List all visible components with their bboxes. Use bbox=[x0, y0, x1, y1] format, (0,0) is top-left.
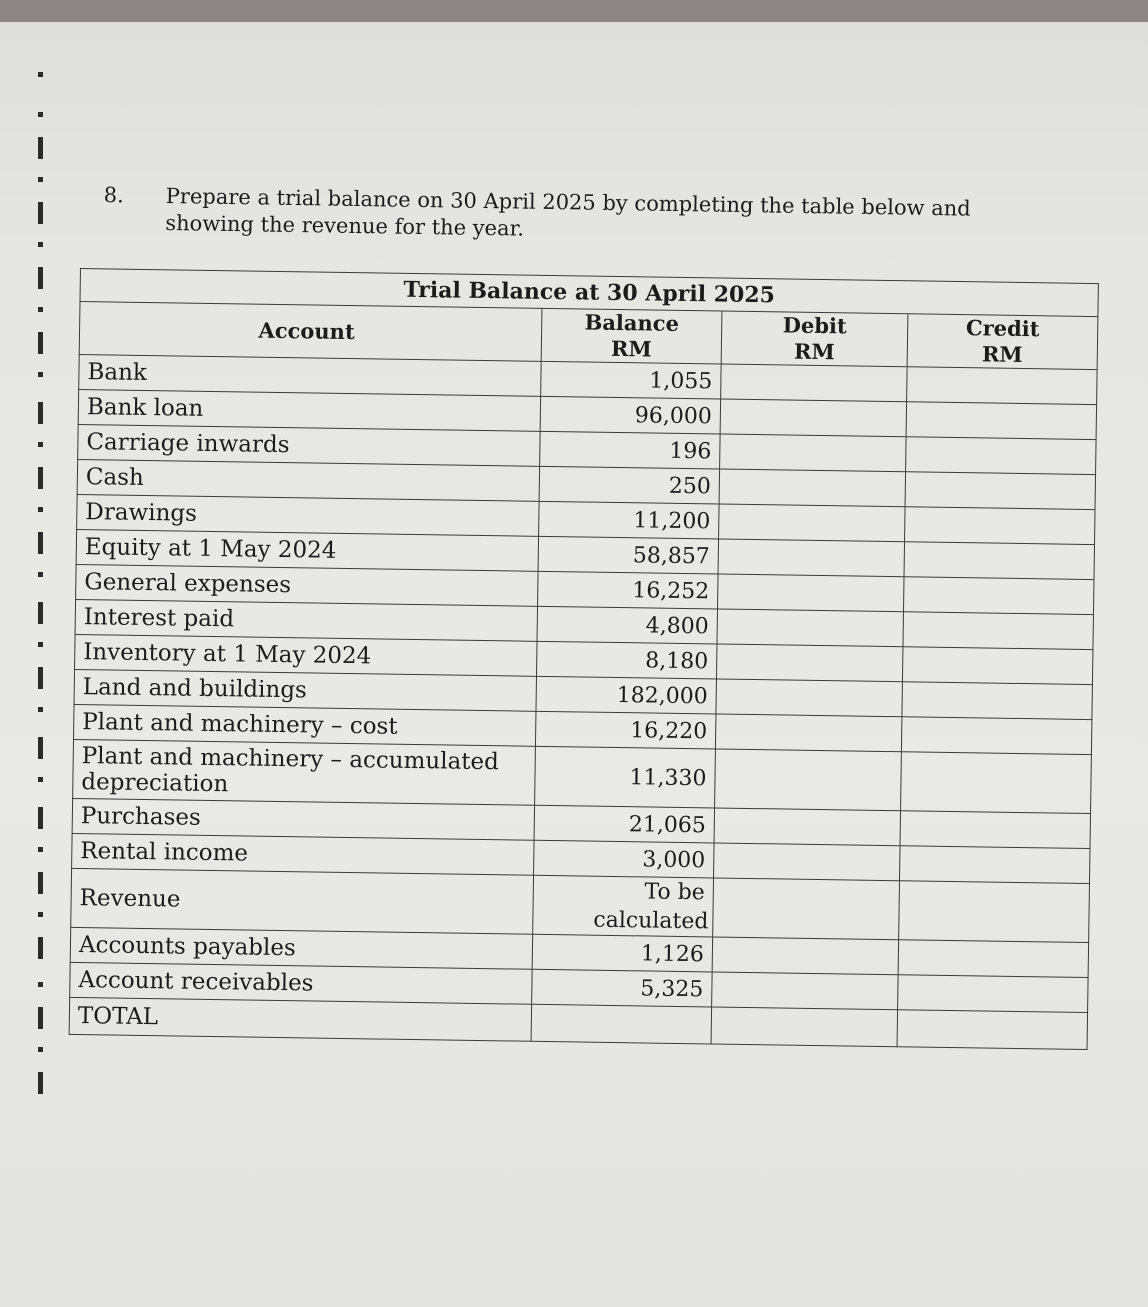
margin-mark bbox=[38, 307, 43, 312]
debit-cell[interactable] bbox=[712, 937, 898, 975]
column-header-credit: Credit RM bbox=[907, 314, 1098, 370]
debit-cell[interactable] bbox=[720, 399, 906, 437]
account-name: Account receivables bbox=[70, 962, 532, 1004]
margin-mark bbox=[38, 1007, 43, 1029]
trial-balance-wrapper bbox=[69, 268, 1099, 1050]
credit-cell[interactable] bbox=[900, 811, 1090, 849]
debit-cell[interactable] bbox=[714, 808, 900, 846]
question-number: 8. bbox=[103, 182, 125, 208]
debit-cell[interactable] bbox=[712, 972, 898, 1010]
margin-mark bbox=[38, 737, 43, 759]
account-name: Revenue bbox=[71, 868, 534, 934]
account-name: Purchases bbox=[72, 798, 534, 840]
debit-cell[interactable] bbox=[717, 609, 903, 647]
account-name: Bank loan bbox=[78, 389, 540, 431]
account-name: Cash bbox=[77, 459, 539, 501]
balance-value: 8,180 bbox=[536, 641, 716, 679]
margin-mark bbox=[38, 777, 43, 782]
margin-mark bbox=[38, 507, 43, 512]
account-name: Rental income bbox=[72, 833, 534, 875]
margin-mark bbox=[38, 137, 43, 159]
account-name: Land and buildings bbox=[74, 669, 536, 711]
balance-value: 21,065 bbox=[534, 805, 714, 843]
debit-cell[interactable] bbox=[716, 679, 902, 717]
debit-cell[interactable] bbox=[716, 644, 902, 682]
total-label: TOTAL bbox=[69, 997, 531, 1041]
credit-cell[interactable] bbox=[901, 752, 1092, 814]
table-title: Trial Balance at 30 April 2025 bbox=[80, 269, 1098, 317]
credit-cell[interactable] bbox=[902, 647, 1092, 685]
account-name: Plant and machinery – accumulated depreciation bbox=[73, 739, 536, 805]
account-name: Drawings bbox=[77, 494, 539, 536]
credit-cell[interactable] bbox=[898, 975, 1088, 1013]
margin-mark bbox=[38, 872, 43, 894]
margin-mark bbox=[38, 467, 43, 489]
margin-mark bbox=[38, 707, 43, 712]
margin-mark bbox=[38, 982, 43, 987]
margin-mark bbox=[38, 202, 43, 224]
margin-mark bbox=[38, 72, 43, 77]
credit-cell[interactable] bbox=[906, 437, 1096, 475]
debit-cell[interactable] bbox=[721, 364, 907, 402]
question-text: Prepare a trial balance on 30 April 2025 by completing the table below and showing the revenue for the year. bbox=[165, 183, 971, 241]
margin-mark bbox=[38, 112, 43, 117]
margin-mark bbox=[38, 937, 43, 959]
margin-mark bbox=[38, 912, 43, 917]
total-balance-cell bbox=[531, 1004, 712, 1044]
debit-cell[interactable] bbox=[718, 539, 904, 577]
margin-mark bbox=[38, 1072, 43, 1094]
debit-cell[interactable] bbox=[713, 878, 900, 940]
balance-value: 96,000 bbox=[540, 396, 720, 434]
credit-cell[interactable] bbox=[898, 940, 1088, 978]
binding-margin-marks bbox=[36, 62, 48, 1122]
credit-cell[interactable] bbox=[901, 717, 1091, 755]
margin-mark bbox=[38, 267, 43, 289]
account-name: Plant and machinery – cost bbox=[74, 704, 536, 746]
margin-mark bbox=[38, 242, 43, 247]
debit-cell[interactable] bbox=[720, 434, 906, 472]
debit-cell[interactable] bbox=[715, 749, 902, 811]
balance-value: 4,800 bbox=[537, 606, 717, 644]
credit-cell[interactable] bbox=[903, 612, 1093, 650]
account-name: Accounts payables bbox=[70, 927, 532, 969]
margin-mark bbox=[38, 667, 43, 689]
credit-cell[interactable] bbox=[906, 402, 1096, 440]
account-name: General expenses bbox=[76, 564, 538, 606]
credit-cell[interactable] bbox=[905, 472, 1095, 510]
balance-value: 11,330 bbox=[535, 746, 716, 808]
balance-value: 16,252 bbox=[538, 571, 718, 609]
account-name: Equity at 1 May 2024 bbox=[76, 529, 538, 571]
total-debit-cell[interactable] bbox=[711, 1007, 898, 1047]
margin-mark bbox=[38, 402, 43, 424]
debit-cell[interactable] bbox=[715, 714, 901, 752]
margin-mark bbox=[38, 442, 43, 447]
balance-value: 1,055 bbox=[541, 361, 721, 399]
balance-value: To be calculated bbox=[533, 875, 714, 937]
debit-cell[interactable] bbox=[719, 504, 905, 542]
credit-cell[interactable] bbox=[900, 846, 1090, 884]
credit-cell[interactable] bbox=[903, 577, 1093, 615]
balance-value: 5,325 bbox=[532, 969, 712, 1007]
margin-mark bbox=[38, 642, 43, 647]
margin-mark bbox=[38, 177, 43, 182]
trial-balance-table bbox=[69, 268, 1099, 1050]
credit-cell[interactable] bbox=[899, 881, 1090, 943]
margin-mark bbox=[38, 807, 43, 829]
balance-value: 58,857 bbox=[538, 536, 718, 574]
balance-value: 1,126 bbox=[532, 934, 712, 972]
balance-value: 182,000 bbox=[536, 676, 716, 714]
debit-cell[interactable] bbox=[714, 843, 900, 881]
account-name: Carriage inwards bbox=[78, 424, 540, 466]
credit-cell[interactable] bbox=[905, 507, 1095, 545]
margin-mark bbox=[38, 572, 43, 577]
credit-cell[interactable] bbox=[904, 542, 1094, 580]
margin-mark bbox=[38, 602, 43, 624]
margin-mark bbox=[38, 332, 43, 354]
total-credit-cell[interactable] bbox=[897, 1010, 1088, 1050]
balance-value: 11,200 bbox=[539, 501, 719, 539]
balance-value: 250 bbox=[539, 466, 719, 504]
margin-mark bbox=[38, 532, 43, 554]
account-name: Inventory at 1 May 2024 bbox=[75, 634, 537, 676]
balance-value: 3,000 bbox=[534, 840, 714, 878]
account-name: Interest paid bbox=[75, 599, 537, 641]
margin-mark bbox=[38, 1047, 43, 1052]
debit-cell[interactable] bbox=[719, 469, 905, 507]
balance-value: 16,220 bbox=[535, 711, 715, 749]
margin-mark bbox=[38, 847, 43, 852]
credit-cell[interactable] bbox=[902, 682, 1092, 720]
credit-cell[interactable] bbox=[907, 367, 1097, 405]
debit-cell[interactable] bbox=[718, 574, 904, 612]
balance-value: 196 bbox=[540, 431, 720, 469]
account-name: Bank bbox=[79, 354, 541, 396]
column-header-balance: Balance RM bbox=[541, 308, 722, 364]
column-header-account: Account bbox=[79, 302, 542, 362]
column-header-debit: Debit RM bbox=[721, 311, 908, 367]
margin-mark bbox=[38, 372, 43, 377]
